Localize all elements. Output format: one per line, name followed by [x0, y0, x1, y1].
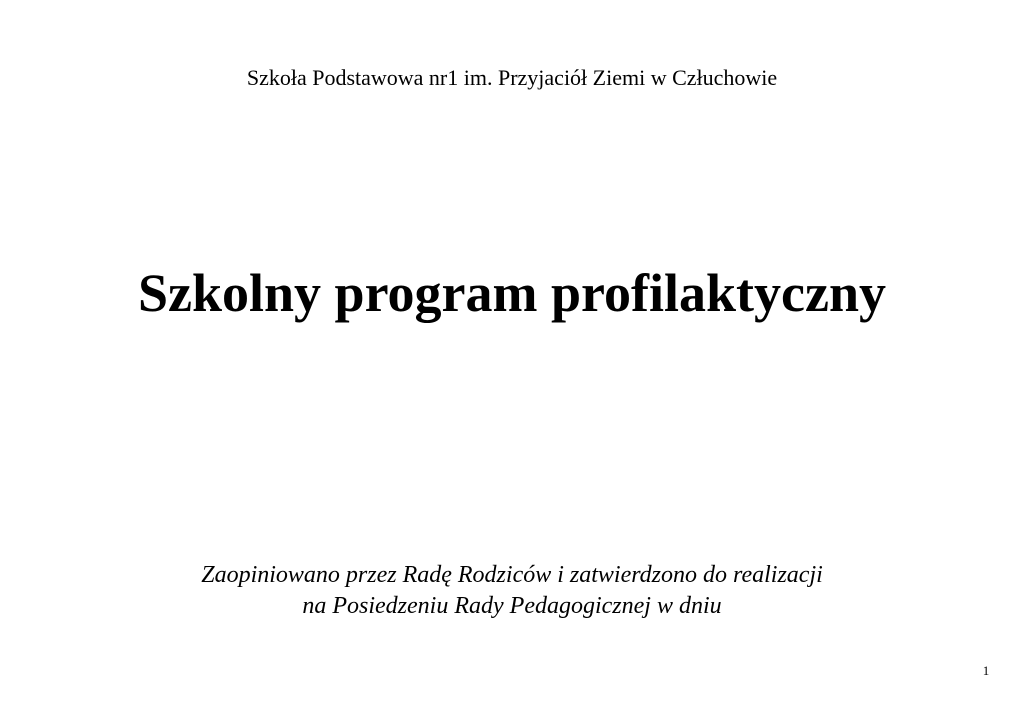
approval-line-1: Zaopiniowano przez Radę Rodziców i zatwierdzono do realizacji — [201, 562, 823, 588]
page-number: 1 — [982, 663, 990, 678]
document-title: Szkolny program profilaktyczny — [137, 263, 887, 323]
school-name: Szkoła Podstawowa nr1 im. Przyjaciół Ziemi w Człuchowie — [246, 65, 778, 90]
approval-line-2: na Posiedzeniu Rady Pedagogicznej w dniu — [302, 593, 722, 619]
approval-note — [0, 560, 1024, 622]
